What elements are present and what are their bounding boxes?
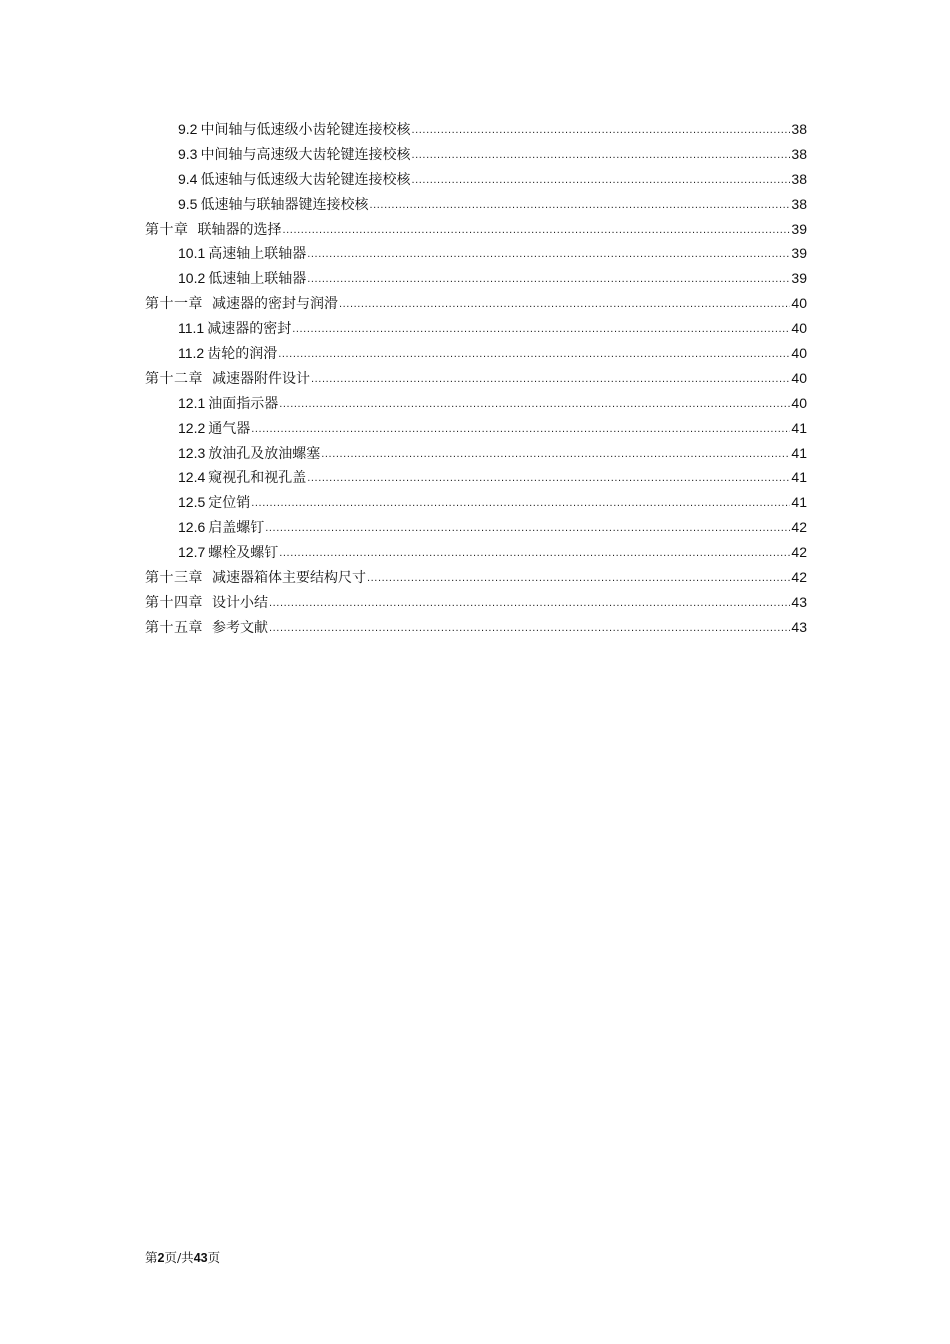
toc-section-entry[interactable] [145,192,807,217]
toc-chapter-entry[interactable] [145,565,807,590]
toc-entry-title: 油面指示器 [208,395,279,412]
toc-section-entry[interactable] [145,441,807,466]
toc-entry-title: 减速器箱体主要结构尺寸 [212,570,366,587]
toc-page-number: 42 [791,544,807,561]
toc-page-number: 41 [791,494,807,511]
toc-page-number: 39 [791,245,807,262]
toc-chapter-number: 第十三章 [145,570,203,587]
footer-suffix: 页 [207,1250,221,1265]
toc-section-entry[interactable] [145,241,807,266]
toc-dot-leader [251,416,790,442]
toc-chapter-number: 第十章 [145,221,189,238]
toc-page-number: 38 [791,170,807,187]
toc-page-number: 40 [791,394,807,411]
page-footer [145,1248,220,1266]
toc-section-entry[interactable] [145,266,807,291]
toc-section-number: 11.2 [178,345,205,362]
toc-section-number: 9.5 [178,195,198,212]
toc-entry-title: 设计小结 [212,594,268,611]
toc-section-number: 11.1 [178,320,205,337]
toc-section-number: 10.1 [178,245,206,262]
toc-dot-leader [311,366,790,392]
toc-section-entry[interactable] [145,490,807,515]
toc-dot-leader [251,490,790,516]
toc-section-entry[interactable] [145,117,807,142]
toc-dot-leader [307,465,790,491]
toc-entry-title: 螺栓及螺钉 [208,545,279,562]
toc-section-entry[interactable] [145,416,807,441]
toc-chapter-entry[interactable] [145,590,807,615]
toc-entry-title: 窥视孔和视孔盖 [208,470,307,487]
toc-page-number: 38 [791,195,807,212]
toc-chapter-entry[interactable] [145,366,807,391]
toc-page-number: 43 [791,618,807,635]
toc-section-entry[interactable] [145,540,807,565]
toc-dot-leader [292,316,790,342]
toc-page-number: 43 [791,593,807,610]
toc-dot-leader [411,167,790,193]
toc-entry-label [178,266,306,292]
toc-entry-label [178,316,291,342]
toc-chapter-number: 第十四章 [145,594,203,611]
toc-entry-label [178,142,410,168]
toc-entry-title: 低速轴上联轴器 [208,271,307,288]
toc-entry-label [178,341,277,367]
toc-entry-title: 减速器的密封与润滑 [212,296,338,313]
toc-page-number: 41 [791,469,807,486]
toc-entry-label [145,566,366,591]
toc-dot-leader [278,341,790,367]
toc-dot-leader [269,590,790,616]
toc-entry-label [178,416,250,442]
toc-page-number: 42 [791,569,807,586]
toc-page-number: 40 [791,320,807,337]
toc-section-entry[interactable] [145,465,807,490]
toc-entry-title: 高速轴上联轴器 [208,246,307,263]
toc-section-number: 12.7 [178,544,206,561]
toc-dot-leader [307,241,790,267]
toc-entry-label [178,515,264,541]
toc-entry-title: 中间轴与低速级小齿轮键连接校核 [200,122,411,138]
toc-section-entry[interactable] [145,316,807,341]
toc-chapter-number: 第十五章 [145,619,203,636]
footer-total-pages: 43 [193,1251,208,1265]
toc-dot-leader [367,565,790,591]
toc-entry-title: 齿轮的润滑 [207,346,278,363]
toc-section-entry[interactable] [145,341,807,366]
toc-dot-leader [411,117,790,143]
toc-entry-title: 通气器 [208,420,251,437]
toc-entry-title: 减速器附件设计 [212,370,310,387]
toc-chapter-entry[interactable] [145,615,807,640]
toc-section-number: 9.3 [178,145,198,162]
toc-entry-title: 低速轴与低速级大齿轮键连接校核 [200,171,411,188]
toc-section-number: 9.2 [178,121,198,137]
toc-entry-label [145,292,338,317]
toc-entry-title: 启盖螺钉 [208,520,265,537]
toc-dot-leader [283,217,791,243]
footer-current-page: 2 [157,1251,165,1265]
toc-page-number: 39 [791,270,807,287]
toc-entry-label [178,241,306,267]
toc-chapter-entry[interactable] [145,291,807,316]
toc-section-number: 9.4 [178,170,198,187]
toc-page-number: 38 [791,121,807,137]
toc-entry-label [145,218,282,243]
toc-page-number: 40 [791,369,807,386]
toc-page-number: 42 [791,519,807,536]
toc-page-number: 41 [791,444,807,461]
toc-section-entry[interactable] [145,391,807,416]
toc-page-number: 39 [791,220,807,237]
toc-section-number: 12.4 [178,469,206,486]
toc-section-entry[interactable] [145,142,807,167]
toc-dot-leader [279,391,790,417]
toc-entry-title: 参考文献 [212,619,268,636]
toc-entry-label [145,367,310,392]
toc-entry-label [178,540,278,566]
toc-chapter-number: 第十二章 [145,370,203,387]
toc-entry-label [178,192,368,218]
toc-dot-leader [279,540,790,566]
toc-entry-label [178,167,410,193]
toc-dot-leader [411,142,790,168]
footer-prefix: 第 [145,1250,158,1265]
toc-entry-title: 放油孔及放油螺塞 [208,445,321,462]
toc-chapter-entry[interactable] [145,217,807,242]
toc-section-number: 12.5 [178,494,206,511]
toc-page-number: 40 [791,345,807,362]
toc-section-number: 12.3 [178,444,206,461]
toc-entry-title: 减速器的密封 [207,321,292,338]
toc-entry-title: 定位销 [208,495,251,512]
footer-middle: 页/共 [164,1250,194,1265]
toc-entry-title: 中间轴与高速级大齿轮键连接校核 [200,146,411,163]
toc-entry-label [178,391,278,417]
toc-entry-title: 联轴器的选择 [197,221,282,238]
toc-dot-leader [339,291,790,317]
toc-page-number: 40 [791,295,807,312]
toc-entry-label [145,616,268,641]
toc-entry-title: 低速轴与联轴器键连接校核 [200,196,369,213]
toc-section-entry[interactable] [145,515,807,540]
toc-section-entry[interactable] [145,167,807,192]
toc-page-number: 38 [791,145,807,162]
toc-entry-label [178,490,250,516]
toc-section-number: 10.2 [178,270,206,287]
toc-entry-label [178,465,306,491]
toc-dot-leader [307,266,790,292]
toc-dot-leader [369,192,790,218]
toc-chapter-number: 第十一章 [145,296,203,313]
toc-entry-label [145,591,268,616]
toc-section-number: 12.2 [178,419,206,436]
toc-dot-leader [269,615,790,641]
toc-section-number: 12.1 [178,394,206,411]
table-of-contents [145,117,807,640]
toc-dot-leader [321,441,790,467]
toc-entry-label [178,117,410,143]
toc-page-number: 41 [791,419,807,436]
toc-section-number: 12.6 [178,519,206,536]
toc-entry-label [178,441,320,467]
toc-dot-leader [265,515,790,541]
